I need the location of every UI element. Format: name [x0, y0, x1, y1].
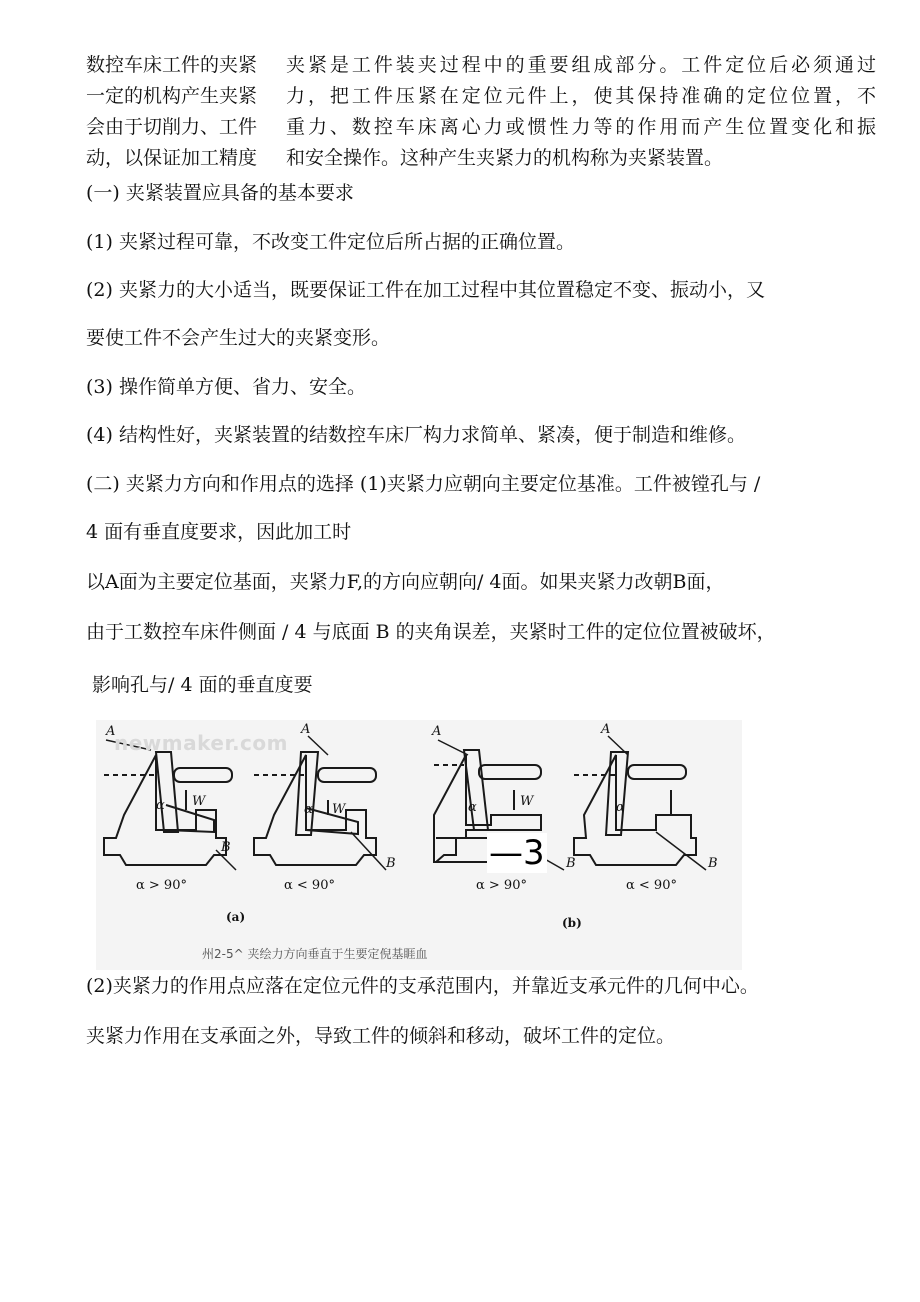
subfigure-label-b: (b) [562, 916, 582, 930]
label-a: A [601, 722, 611, 737]
paragraph-7: 夹紧力作用在支承面之外，导致工件的倾斜和移动，破坏工件的定位。 [86, 1025, 676, 1047]
label-alpha: α [156, 798, 165, 813]
clamping-diagram-figure [96, 720, 742, 970]
paragraph-3: 以A面为主要定位基面，夹紧力F,的方向应朝向/ 4面。如果夹紧力改朝B面， [86, 571, 725, 593]
intro-paragraph [86, 50, 876, 174]
clamping-diagram [96, 720, 742, 970]
diagram-panel-b-lt90 [574, 736, 706, 870]
section2-line2: 4 面有垂直度要求，因此加工时 [86, 521, 352, 543]
label-alpha: α [468, 800, 477, 815]
intro-right-text: 重力、数控车床离心力或惯性力等的作用而产生位置变化和振 [286, 116, 876, 138]
intro-row [86, 81, 876, 112]
requirement-2-line2: 要使工件不会产生过大的夹紧变形。 [86, 327, 391, 349]
diagram-panel-a-gt90 [104, 740, 236, 870]
diagram-panel-a-lt90 [254, 736, 386, 870]
intro-right-text: 和安全操作。这种产生夹紧力的机构称为夹紧装置。 [286, 147, 724, 169]
section1-heading: (一) 夹紧装置应具备的基本要求 [86, 182, 354, 204]
angle-label: α < 90° [284, 878, 335, 893]
overlay-mark: —3 [489, 833, 545, 873]
label-b: B [708, 856, 718, 871]
intro-right-text: 夹紧是工件装夹过程中的重要组成部分。工件定位后必须通过 [286, 54, 876, 76]
label-a: A [106, 724, 116, 739]
intro-left-text: 一定的机构产生夹紧 [86, 85, 258, 107]
paragraph-4: 由于工数控车床件侧面 / 4 与底面 B 的夹角误差，夹紧时工件的定位位置被破坏， [86, 621, 776, 643]
intro-right-text: 力，把工件压紧在定位元件上，使其保持准确的定位位置，不 [286, 85, 876, 107]
intro-row [86, 143, 876, 174]
requirement-2-line1: (2) 夹紧力的大小适当，既要保证工件在加工过程中其位置稳定不变、振动小，又 [86, 279, 765, 301]
angle-label: α > 90° [136, 878, 187, 893]
angle-label: α > 90° [476, 878, 527, 893]
label-a: A [301, 722, 311, 737]
figure-caption: 州2-5^ 夹绘力方向垂直于生要定倪基睚血 [202, 947, 428, 961]
label-b: B [221, 840, 231, 855]
label-alpha: α [304, 802, 313, 817]
intro-row [86, 112, 876, 143]
requirement-3: (3) 操作简单方便、省力、安全。 [86, 376, 366, 398]
intro-left-text: 会由于切削力、工件 [86, 116, 258, 138]
label-b: B [386, 856, 396, 871]
label-alpha: α [616, 800, 625, 815]
intro-left-text: 数控车床工件的夹紧 [86, 54, 258, 76]
label-w: W [332, 802, 346, 817]
watermark: newmaker.com [114, 731, 288, 755]
label-b: B [566, 856, 576, 871]
intro-row [86, 50, 876, 81]
label-w: W [520, 794, 534, 809]
paragraph-6: (2)夹紧力的作用点应落在定位元件的支承范围内，并靠近支承元件的几何中心。 [86, 975, 759, 997]
requirement-4: (4) 结构性好，夹紧装置的结数控车床厂构力求简单、紧凑，便于制造和维修。 [86, 424, 746, 446]
paragraph-5: 影响孔与/ 4 面的垂直度要 [92, 674, 313, 696]
label-a: A [432, 724, 442, 739]
section2-line1: (二) 夹紧力方向和作用点的选择 (1)夹紧力应朝向主要定位基准。工件被镗孔与 / [86, 473, 761, 495]
intro-left-text: 动，以保证加工精度 [86, 147, 258, 169]
angle-label: α < 90° [626, 878, 677, 893]
requirement-1: (1) 夹紧过程可靠，不改变工件定位后所占据的正确位置。 [86, 231, 575, 253]
label-w: W [192, 794, 206, 809]
subfigure-label-a: (a) [226, 910, 246, 924]
